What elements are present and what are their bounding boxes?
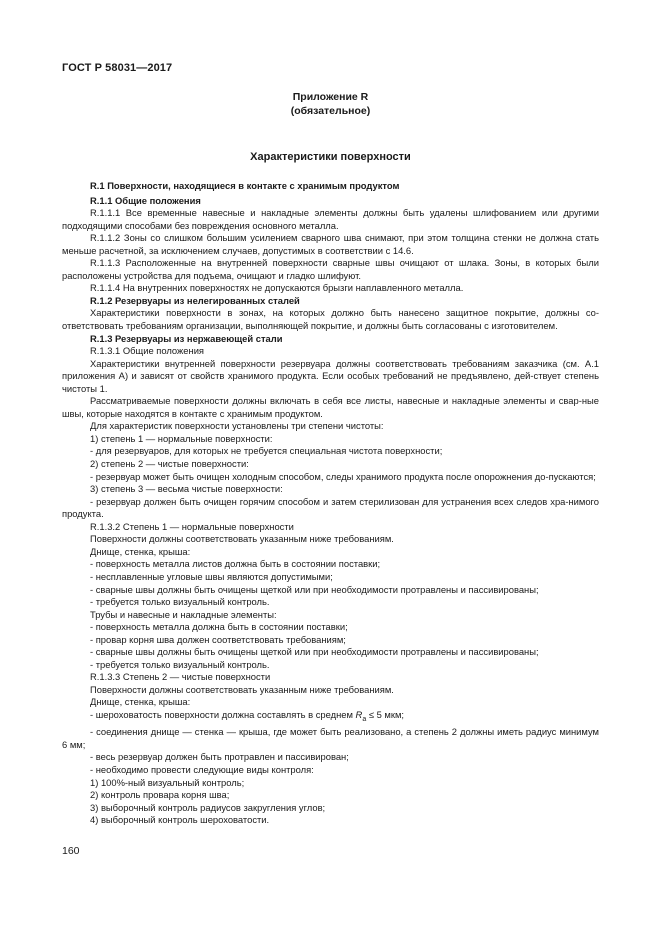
paragraph: Поверхности должны соответствовать указанным ниже требованиям. xyxy=(90,533,394,545)
list-item: - резервуар должен быть очищен горячим способом и затем стерилизован для устранения всех следов хра-нимого продукта. xyxy=(62,495,599,520)
paragraph: R.1.1.1 Все временные навесные и накладные элементы должны быть удалены шлифованием или другими подходящими способами без повреждения основного металла. xyxy=(62,207,599,231)
paragraph: R.1.3.1 Общие положения xyxy=(90,345,205,357)
annex-status: (обязательное) xyxy=(290,104,371,117)
roughness-limit: ≤ 5 мкм; xyxy=(366,708,405,720)
list-item: - требуется только визуальный контроль. xyxy=(90,658,270,670)
annex-heading xyxy=(0,91,661,118)
subsection-heading: R.1.2 Резервуары из нелегированных сталей xyxy=(90,294,300,306)
list-item: 2) контроль провара корня шва; xyxy=(90,789,230,801)
subsection-heading: R.1.3 Резервуары из нержавеющей стали xyxy=(90,332,283,344)
list-item: - требуется только визуальный контроль. xyxy=(90,596,270,608)
paragraph: R.1.3.3 Степень 2 — чистые поверхности xyxy=(90,671,271,683)
paragraph: Характеристики внутренней поверхности резервуара должны соответствовать требованиям заказчика (см. А.1 приложения А) и зависят от свойств хранимого продукта. Если особых требований не предъявлено, дей-ствует степень чистоты 1. xyxy=(62,357,599,394)
paragraph: R.1.1.3 Расположенные на внутренней поверхности сварные швы очищают от шлака. Зоны, в которых были расположены устройства для подъема, очищают и гладко шлифуют. xyxy=(62,257,599,281)
section-title: Характеристики поверхности xyxy=(250,151,411,163)
list-item: - несплавленные угловые швы являются допустимыми; xyxy=(90,570,333,582)
paragraph: R.1.3.2 Степень 1 — нормальные поверхности xyxy=(90,520,294,532)
paragraph: R.1.1.4 На внутренних поверхностях не допускаются брызги наплавленного металла. xyxy=(90,282,464,294)
paragraph: Для характеристик поверхности установлены три степени чистоты: xyxy=(90,420,384,432)
document-header: ГОСТ Р 58031—2017 xyxy=(62,62,173,74)
list-item: 1) 100%-ный визуальный контроль; xyxy=(90,776,245,788)
list-item: - соединения днище — стенка — крыша, где может быть реализовано, а степень 2 должны иметь радиус минимум 6 мм; xyxy=(62,726,599,750)
section-heading: R.1 Поверхности, находящиеся в контакте с хранимым продуктом xyxy=(90,180,400,191)
list-item: - провар корня шва должен соответствовать требованиям; xyxy=(90,633,346,645)
paragraph: R.1.1.2 Зоны со слишком большим усилением сварного шва снимают, при этом толщина стенки не должна стать меньше расчетной, за исключением случаев, допустимых в соответствии с 14.6. xyxy=(62,232,599,256)
paragraph: Трубы и навесные и накладные элементы: xyxy=(90,608,277,620)
paragraph: Днище, стенка, крыша: xyxy=(90,696,191,708)
list-item: - резервуар может быть очищен холодным способом, следы хранимого продукта после опорожнения до-пускаются; xyxy=(90,470,596,482)
subsection-heading: R.1.1 Общие положения xyxy=(90,194,201,206)
list-item: - весь резервуар должен быть протравлен и пассивирован; xyxy=(90,751,349,763)
paragraph: Характеристики поверхности в зонах, на которых должно быть нанесено защитное покрытие, должны со-ответствовать требованиям организации, выполняющей покрытие, и должны быть согласованы с изготовителем. xyxy=(62,307,599,332)
list-item: 3) выборочный контроль радиусов закругления углов; xyxy=(90,801,326,813)
list-item: - необходимо провести следующие виды контроля: xyxy=(90,764,314,776)
list-item: - поверхность металла листов должна быть в состоянии поставки; xyxy=(90,558,381,570)
list-item: - сварные швы должны быть очищены щеткой или при необходимости протравлены и пассивированы; xyxy=(90,646,539,658)
paragraph: Поверхности должны соответствовать указанным ниже требованиям. xyxy=(90,683,394,695)
list-item: 4) выборочный контроль шероховатости. xyxy=(90,814,270,826)
list-item: - для резервуаров, для которых не требуется специальная чистота поверхности; xyxy=(90,445,443,457)
paragraph: Рассматриваемые поверхности должны включать в себя все листы, навесные и накладные элементы и свар-ные швы, которые находятся в контакте с хранимым продуктом. xyxy=(62,395,599,419)
roughness-symbol: R xyxy=(355,708,363,720)
document-body xyxy=(62,178,599,827)
annex-label: Приложение R xyxy=(292,91,369,103)
list-item: 2) степень 2 — чистые поверхности: xyxy=(90,458,249,470)
page-number: 160 xyxy=(62,845,80,857)
roughness-subscript: a xyxy=(362,715,367,723)
roughness-item xyxy=(62,709,599,726)
roughness-text: - шероховатость поверхности должна составлять в среднем xyxy=(90,708,356,720)
list-item: - сварные швы должны быть очищены щеткой или при необходимости протравлены и пассивированы; xyxy=(90,583,539,595)
list-item: 1) степень 1 — нормальные поверхности: xyxy=(90,432,273,444)
list-item: 3) степень 3 — весьма чистые поверхности: xyxy=(90,483,283,495)
paragraph: Днище, стенка, крыша: xyxy=(90,545,191,557)
list-item: - поверхность металла должна быть в состоянии поставки; xyxy=(90,621,348,633)
